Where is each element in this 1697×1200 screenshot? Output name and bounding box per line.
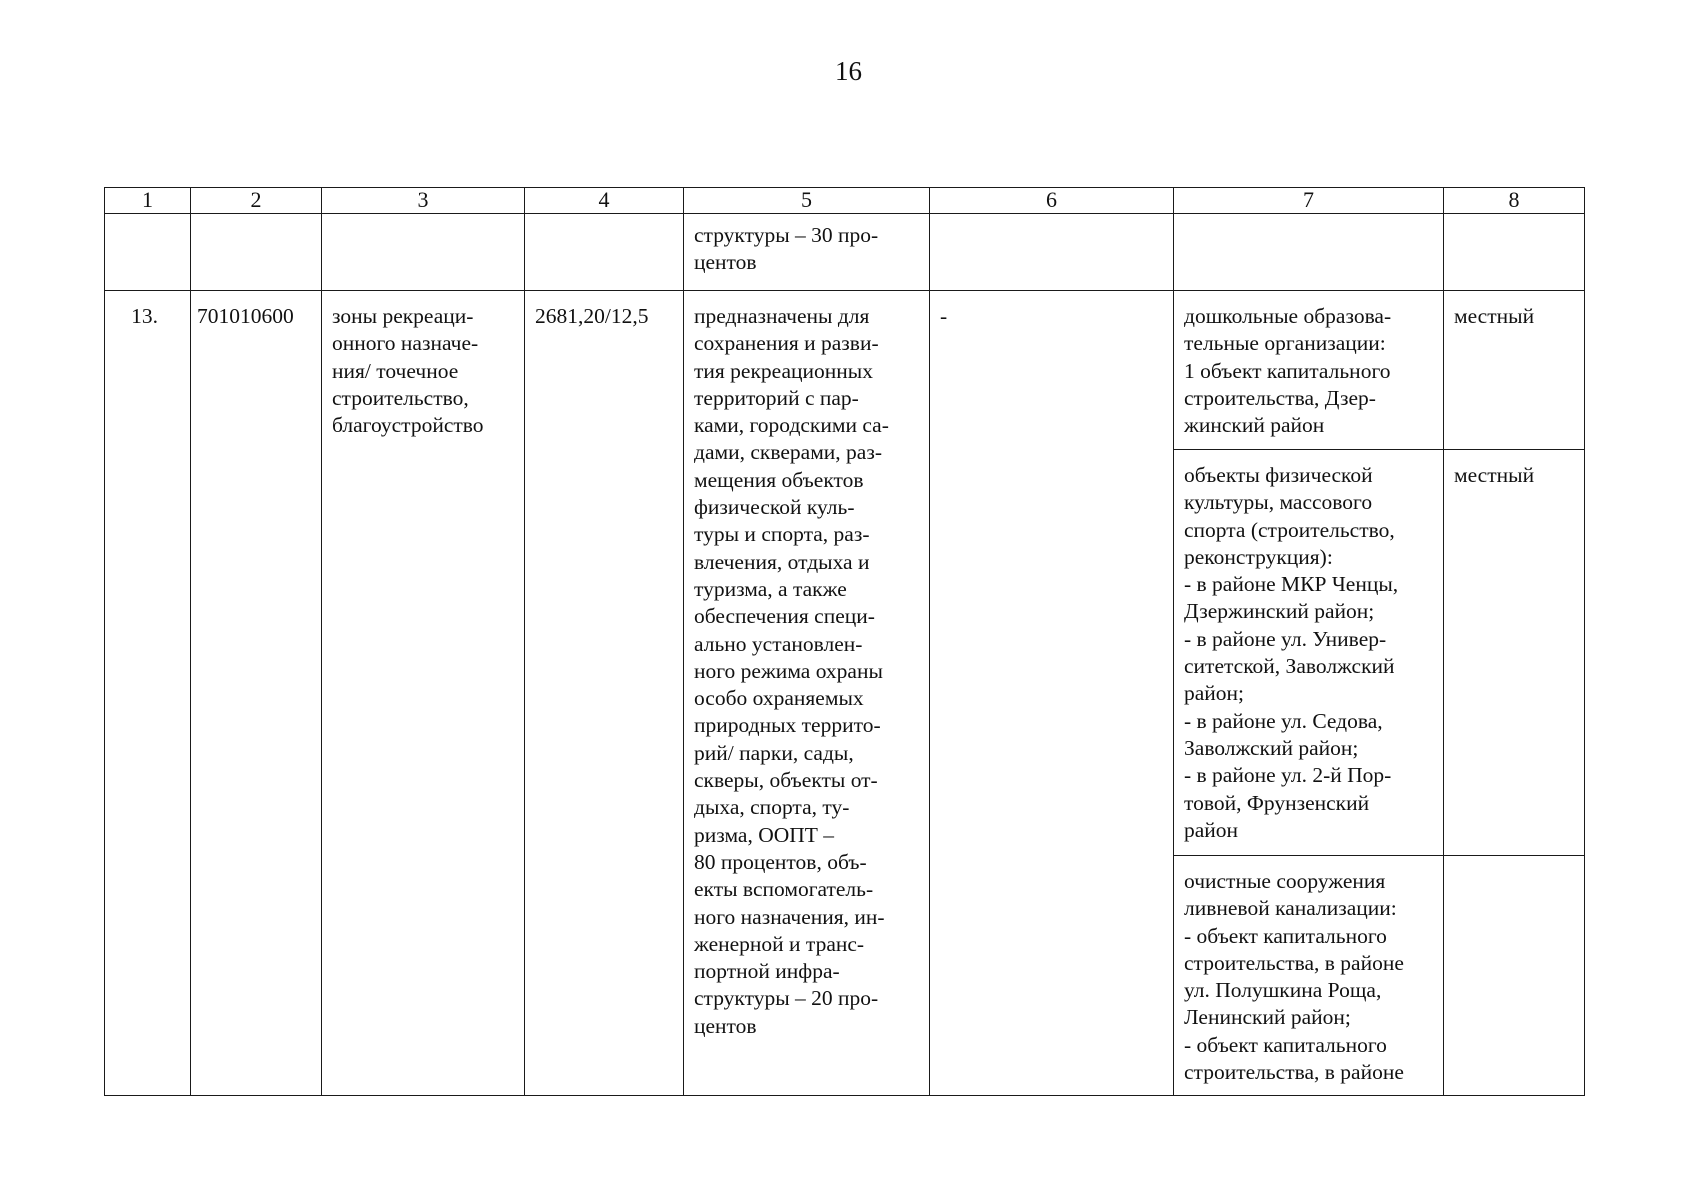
cont-cell-3 (322, 214, 525, 291)
table-row-13 (105, 291, 1585, 450)
col6-cell (930, 291, 1174, 1096)
zone-code-cell (191, 291, 322, 1096)
cont-cell-1 (105, 214, 191, 291)
header-cell-8: 8 (1444, 188, 1585, 214)
cont-cell-5 (684, 214, 930, 291)
cont-cell-7 (1174, 214, 1444, 291)
col6-value: - (940, 304, 948, 328)
object-level-1: местный (1454, 304, 1535, 328)
level-cell-2 (1444, 450, 1585, 856)
zone-area: 2681,20/12,5 (535, 304, 649, 328)
object-text-1: дошкольные образова- тельные организации: 1 объект капитального строительства, Дзер- жинский район (1184, 304, 1392, 438)
zone-code: 701010600 (197, 304, 294, 328)
zone-name: зоны рекреаци- онного назначе- ния/ точечное строительство, благоустройство (332, 304, 484, 438)
header-cell-3: 3 (322, 188, 525, 214)
object-cell-1 (1174, 291, 1444, 450)
level-cell-3 (1444, 856, 1585, 1096)
zone-name-cell (322, 291, 525, 1096)
object-level-2: местный (1454, 463, 1535, 487)
cont-cell-4 (525, 214, 684, 291)
row-number-cell (105, 291, 191, 1096)
object-level-3 (1444, 856, 1584, 874)
cont-cell-2 (191, 214, 322, 291)
object-cell-3 (1174, 856, 1444, 1096)
header-cell-4: 4 (525, 188, 684, 214)
header-row (105, 188, 1585, 214)
header-cell-6: 6 (930, 188, 1174, 214)
zone-purpose-cell (684, 291, 930, 1096)
object-text-2: объекты физической культуры, массового спорта (строительство, реконструкция): - в районе МКР Ченцы, Дзержинский район; - в районе ул. Универ- ситетской, Заволжский район; - в районе ул. Седова, Заволжский район; - в районе ул. 2-й Пор- товой, Фрунзенский район (1184, 463, 1399, 842)
cont-purpose-text: структуры – 30 про- центов (694, 223, 879, 275)
header-cell-2: 2 (191, 188, 322, 214)
page-number: 16 (835, 56, 862, 86)
continuation-row (105, 214, 1585, 291)
zone-purpose: предназначены для сохранения и разви- тия рекреационных территорий с пар- ками, городскими са- дами, скверами, раз- мещения объектов физической куль- туры и спорта, раз- влечения, отдыха и туризма, а также обеспечения специ- ально установлен- ного режима охраны особо охраняемых природных террито- рий/ парки, сады, скверы, объекты от- дыха, спорта, ту- ризма, ООПТ – 80 процентов, объ- екты вспомогатель- ного назначения, ин- женерной и транс- портной инфра- структуры – 20 про- центов (694, 304, 889, 1038)
zone-area-cell (525, 291, 684, 1096)
object-cell-2 (1174, 450, 1444, 856)
object-text-3: очистные сооружения ливневой канализации: - объект капитального строительства, в районе ул. Полушкина Роща, Ленинский район; - объект капитального строительства, в районе (1184, 869, 1404, 1085)
row-number: 13. (131, 304, 158, 328)
header-cell-7: 7 (1174, 188, 1444, 214)
cont-cell-8 (1444, 214, 1585, 291)
zones-table (104, 187, 1585, 1096)
header-cell-1: 1 (105, 188, 191, 214)
header-cell-5: 5 (684, 188, 930, 214)
cont-cell-6 (930, 214, 1174, 291)
level-cell-1 (1444, 291, 1585, 450)
